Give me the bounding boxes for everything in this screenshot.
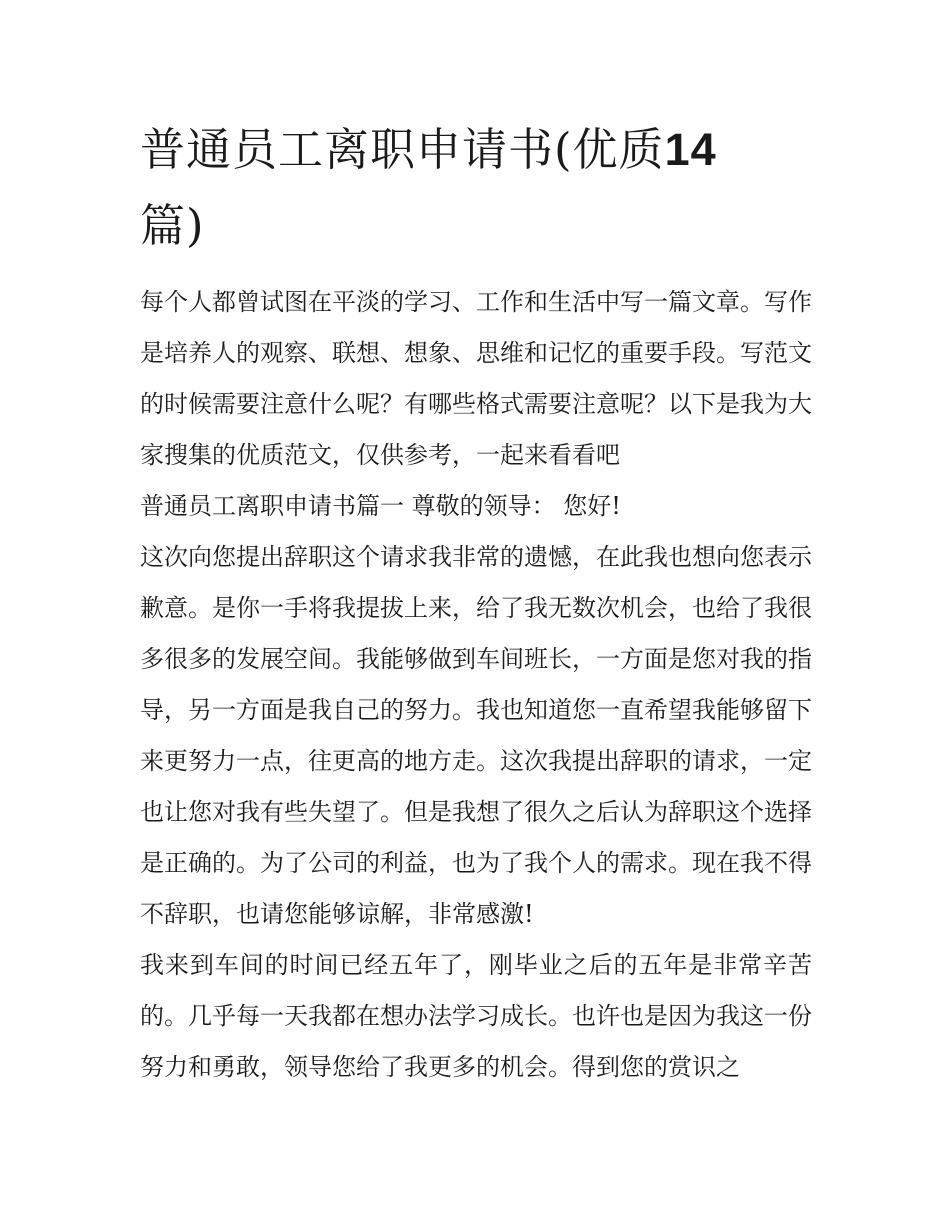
title-text: 普通员工离职申请书(优质 bbox=[140, 123, 665, 176]
body-paragraph: 这次向您提出辞职这个请求我非常的遗憾，在此我也想向您表示歉意。是你一手将我提拔上来，给了我无数次机会，也给了我很多很多的发展空间。我能够做到车间班长，一方面是您对我的指导，另一方面是我自己的努力。我也知道您一直希望我能够留下来更努力一点，往更高的地方走。这次我提出辞职的请求，一定也让您对我有些失望了。但是我想了很久之后认为辞职这个选择是正确的。为了公司的利益，也为了我个人的需求。现在我不得不辞职，也请您能够谅解，非常感激! bbox=[140, 543, 812, 928]
document-body bbox=[140, 277, 812, 1093]
title-number: 14 bbox=[664, 124, 717, 175]
document-title bbox=[140, 112, 820, 264]
body-paragraph: 我来到车间的时间已经五年了，刚毕业之后的五年是非常辛苦的。几乎每一天我都在想办法学习成长。也许也是因为我这一份努力和勇敢，领导您给了我更多的机会。得到您的赏识之 bbox=[140, 951, 812, 1081]
section-heading: 普通员工离职申请书篇一 尊敬的领导： 您好! bbox=[140, 492, 621, 520]
intro-paragraph: 每个人都曾试图在平淡的学习、工作和生活中写一篇文章。写作是培养人的观察、联想、想象、思维和记忆的重要手段。写范文的时候需要注意什么呢？有哪些格式需要注意呢？以下是我为大家搜集的优质范文，仅供参考，一起来看看吧 bbox=[140, 288, 812, 469]
title-text-end: 篇) bbox=[140, 199, 205, 252]
